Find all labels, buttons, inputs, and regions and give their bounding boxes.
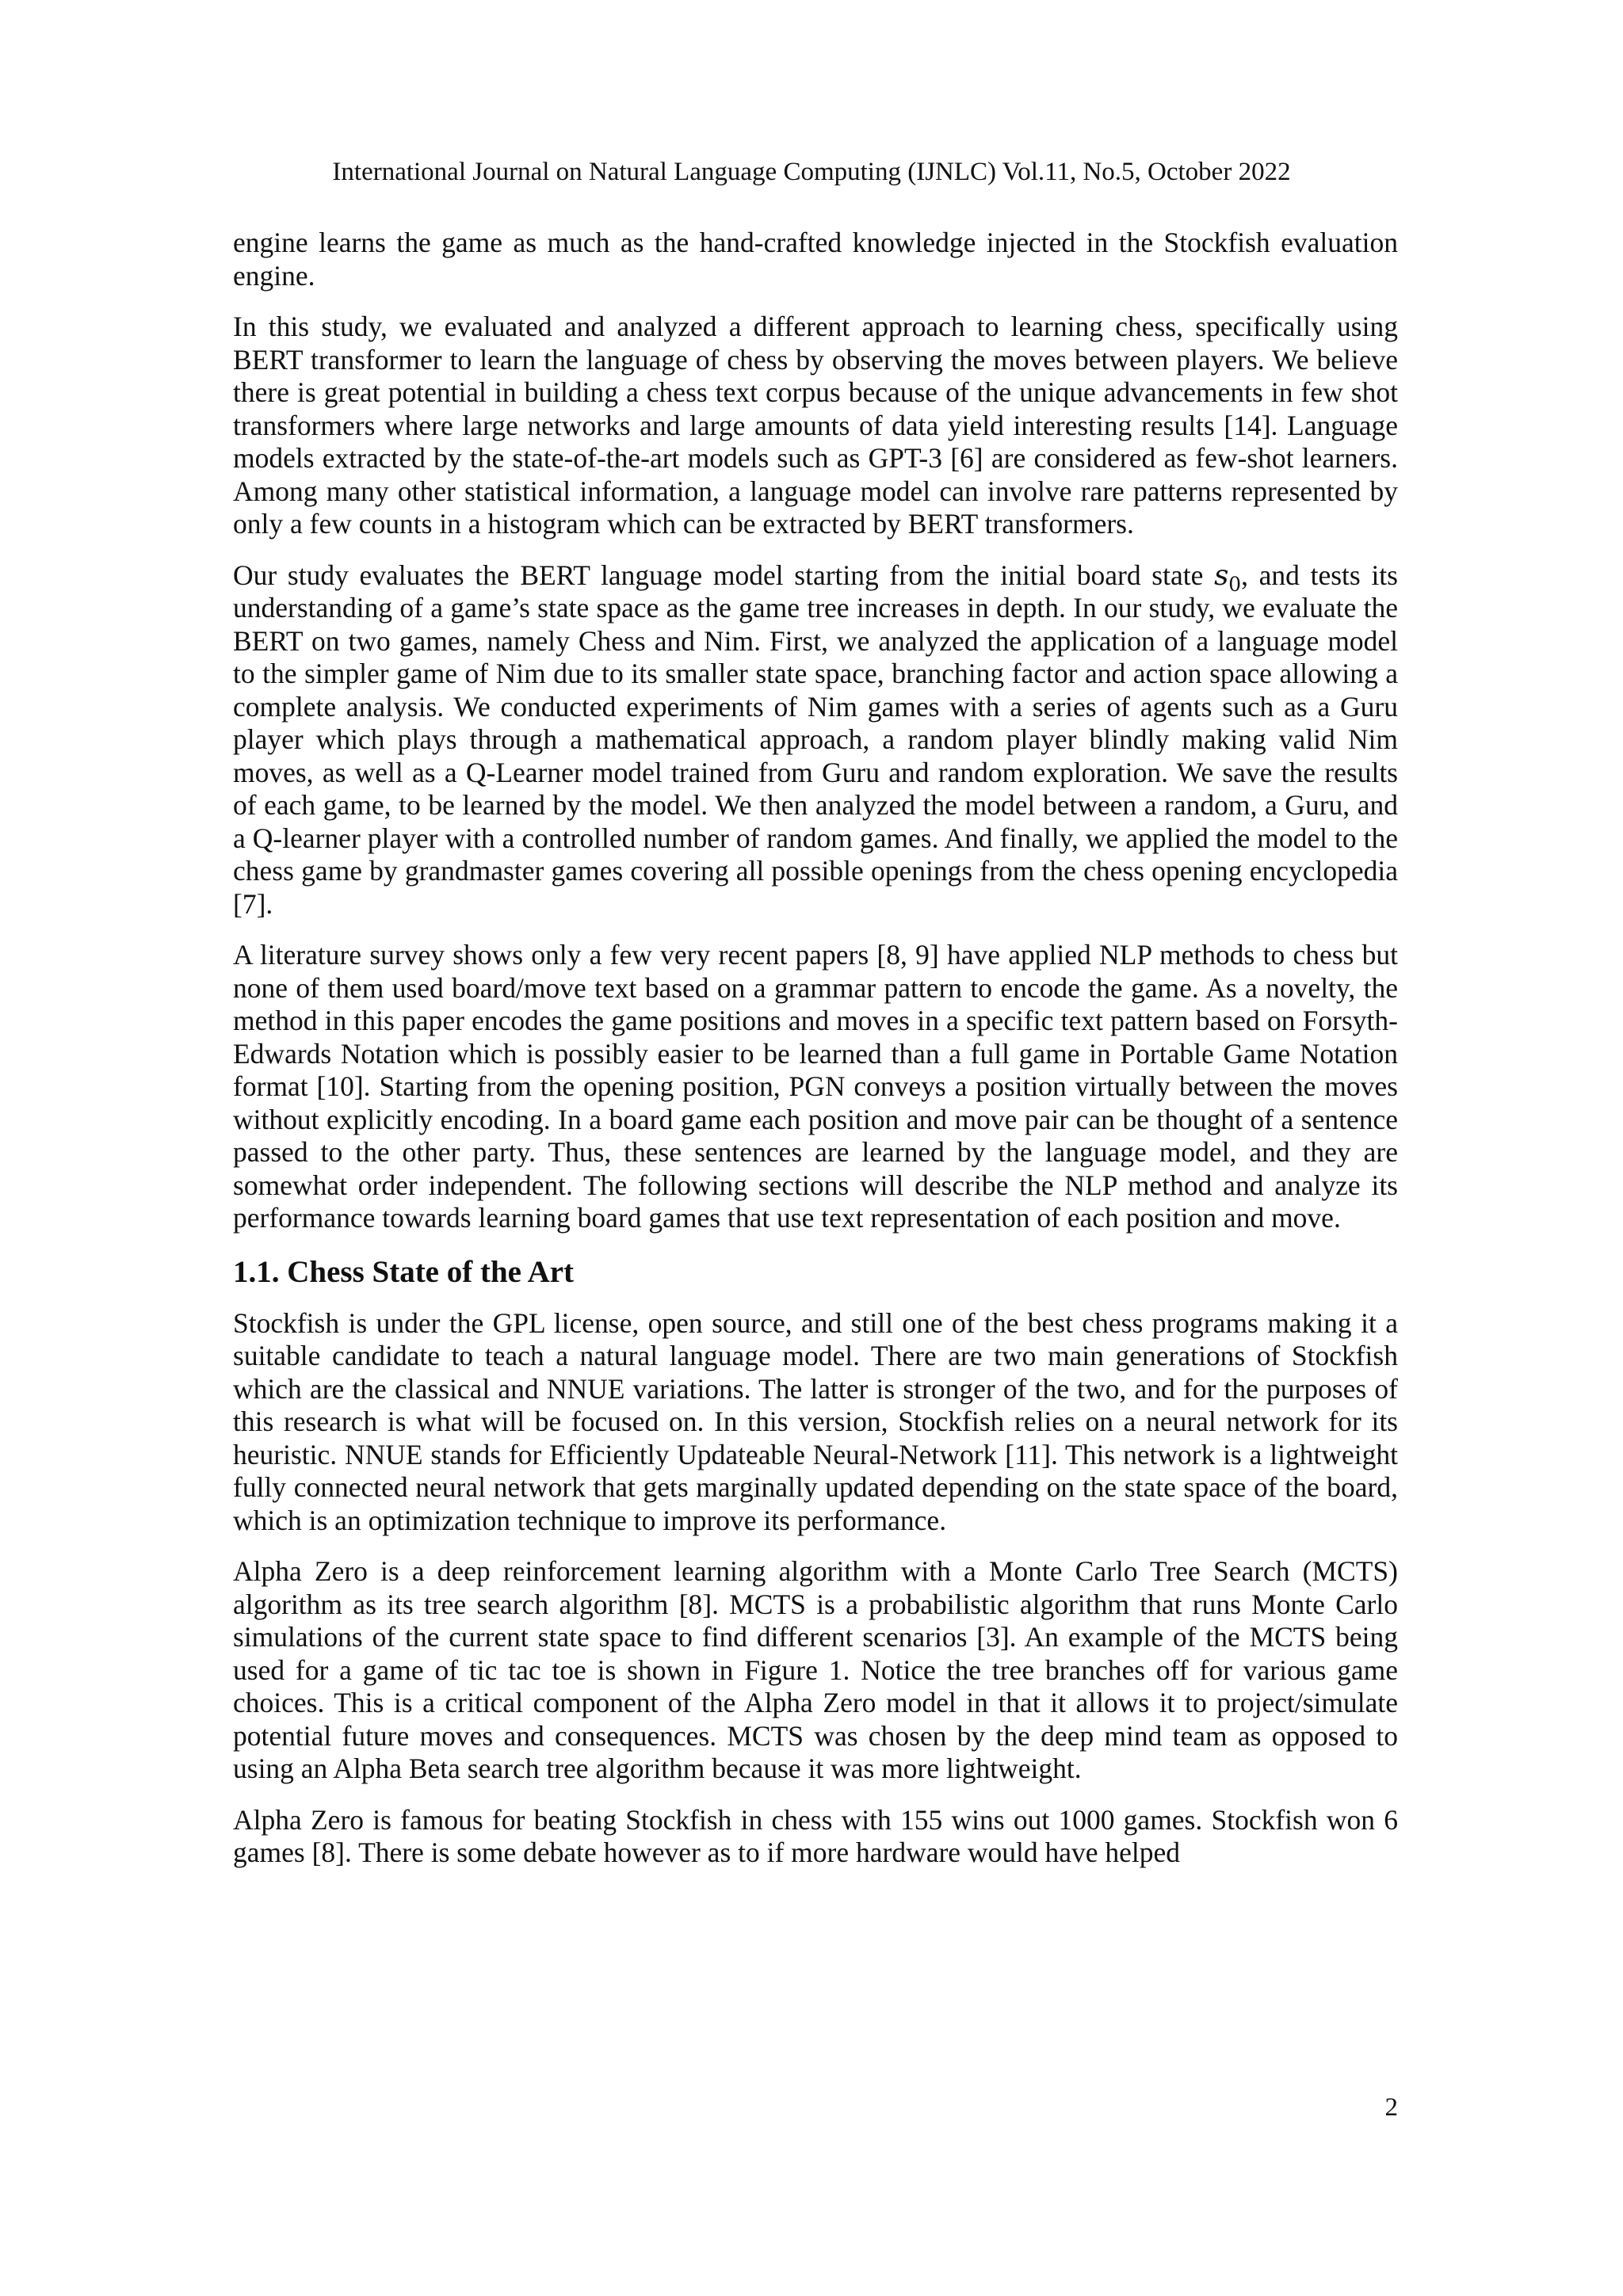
article-body xyxy=(233,227,1398,1888)
paragraph-text-part: Our study evaluates the BERT language model starting from the initial board state xyxy=(233,559,1215,591)
paragraph-continuation: engine learns the game as much as the hand-crafted knowledge injected in the Stockfish evaluation engine. xyxy=(233,227,1398,292)
paragraph-study-overview xyxy=(233,559,1398,921)
paragraph-alpha-zero-mcts: Alpha Zero is a deep reinforcement learning algorithm with a Monte Carlo Tree Search (MCTS) algorithm as its tree search algorithm [8]. MCTS is a probabilistic algorithm that runs Monte Carlo simulations of the current state space to find different scenarios [3]. An example of the MCTS being used for a game of tic tac toe is shown in Figure 1. Notice the tree branches off for various game choices. This is a critical component of the Alpha Zero model in that it allows it to project/simulate potential future moves and consequences. MCTS was chosen by the deep mind team as opposed to using an Alpha Beta search tree algorithm because it was more lightweight. xyxy=(233,1555,1398,1784)
page-number: 2 xyxy=(1384,2093,1398,2122)
paragraph-literature-survey: A literature survey shows only a few very recent papers [8, 9] have applied NLP methods to chess but none of them used board/move text based on a grammar pattern to encode the game. As a novelty, the method in this paper encodes the game positions and moves in a specific text pattern based on Forsyth-Edwards Notation which is possibly easier to be learned than a full game in Portable Game Notation format [10]. Starting from the opening position, PGN conveys a position virtually between the moves without explicitly encoding. In a board game each position and move pair can be thought of a sentence passed to the other party. Thus, these sentences are learned by the language model, and they are somewhat order independent. The following sections will describe the NLP method and analyze its performance towards learning board games that use text representation of each position and move. xyxy=(233,939,1398,1234)
initial-state-symbol xyxy=(1214,559,1242,596)
section-heading: 1.1. Chess State of the Art xyxy=(233,1254,575,1289)
paragraph-alpha-zero-results: Alpha Zero is famous for beating Stockfish in chess with 155 wins out 1000 games. Stockfish won 6 games [8]. There is some debate however as to if more hardware would have helped xyxy=(233,1803,1398,1868)
running-header: International Journal on Natural Language Computing (IJNLC) Vol.11, No.5, October 2022 xyxy=(332,158,1291,186)
paragraph-bert-approach: In this study, we evaluated and analyzed a different approach to learning chess, specifically using BERT transformer to learn the language of chess by observing the moves between players. We believe there is great potential in building a chess text corpus because of the unique advancements in few shot transformers where large networks and large amounts of data yield interesting results [14]. Language models extracted by the state-of-the-art models such as GPT-3 [6] are considered as few-shot learners. Among many other statistical information, a language model can involve rare patterns represented by only a few counts in a histogram which can be extracted by BERT transformers. xyxy=(233,311,1398,540)
symbol-base: s xyxy=(1214,559,1229,592)
paragraph-text-part: , and tests its understanding of a game’s state space as the game tree increases in depth. In our study, we evaluate the BERT on two games, namely Chess and Nim. First, we analyzed the application of a language model to the simpler game of Nim due to its smaller state space, branching factor and action space allowing a complete analysis. We conducted experiments of Nim games with a series of agents such as a Guru player which plays through a mathematical approach, a random player blindly making valid Nim moves, as well as a Q-Learner model trained from Guru and random exploration. We save the results of each game, to be learned by the model. We then analyzed the model between a random, a Guru, and a Q-learner player with a controlled number of random games. And finally, we applied the model to the chess game by grandmaster games covering all possible openings from the chess opening encyclopedia [7]. xyxy=(233,559,1398,920)
paragraph-stockfish: Stockfish is under the GPL license, open source, and still one of the best chess programs making it a suitable candidate to teach a natural language model. There are two main generations of Stockfish which are the classical and NNUE variations. The latter is stronger of the two, and for the purposes of this research is what will be focused on. In this version, Stockfish relies on a neural network for its heuristic. NNUE stands for Efficiently Updateable Neural-Network [11]. This network is a lightweight fully connected neural network that gets marginally updated depending on the state space of the board, which is an optimization technique to improve its performance. xyxy=(233,1306,1398,1536)
symbol-subscript: 0 xyxy=(1228,572,1242,596)
